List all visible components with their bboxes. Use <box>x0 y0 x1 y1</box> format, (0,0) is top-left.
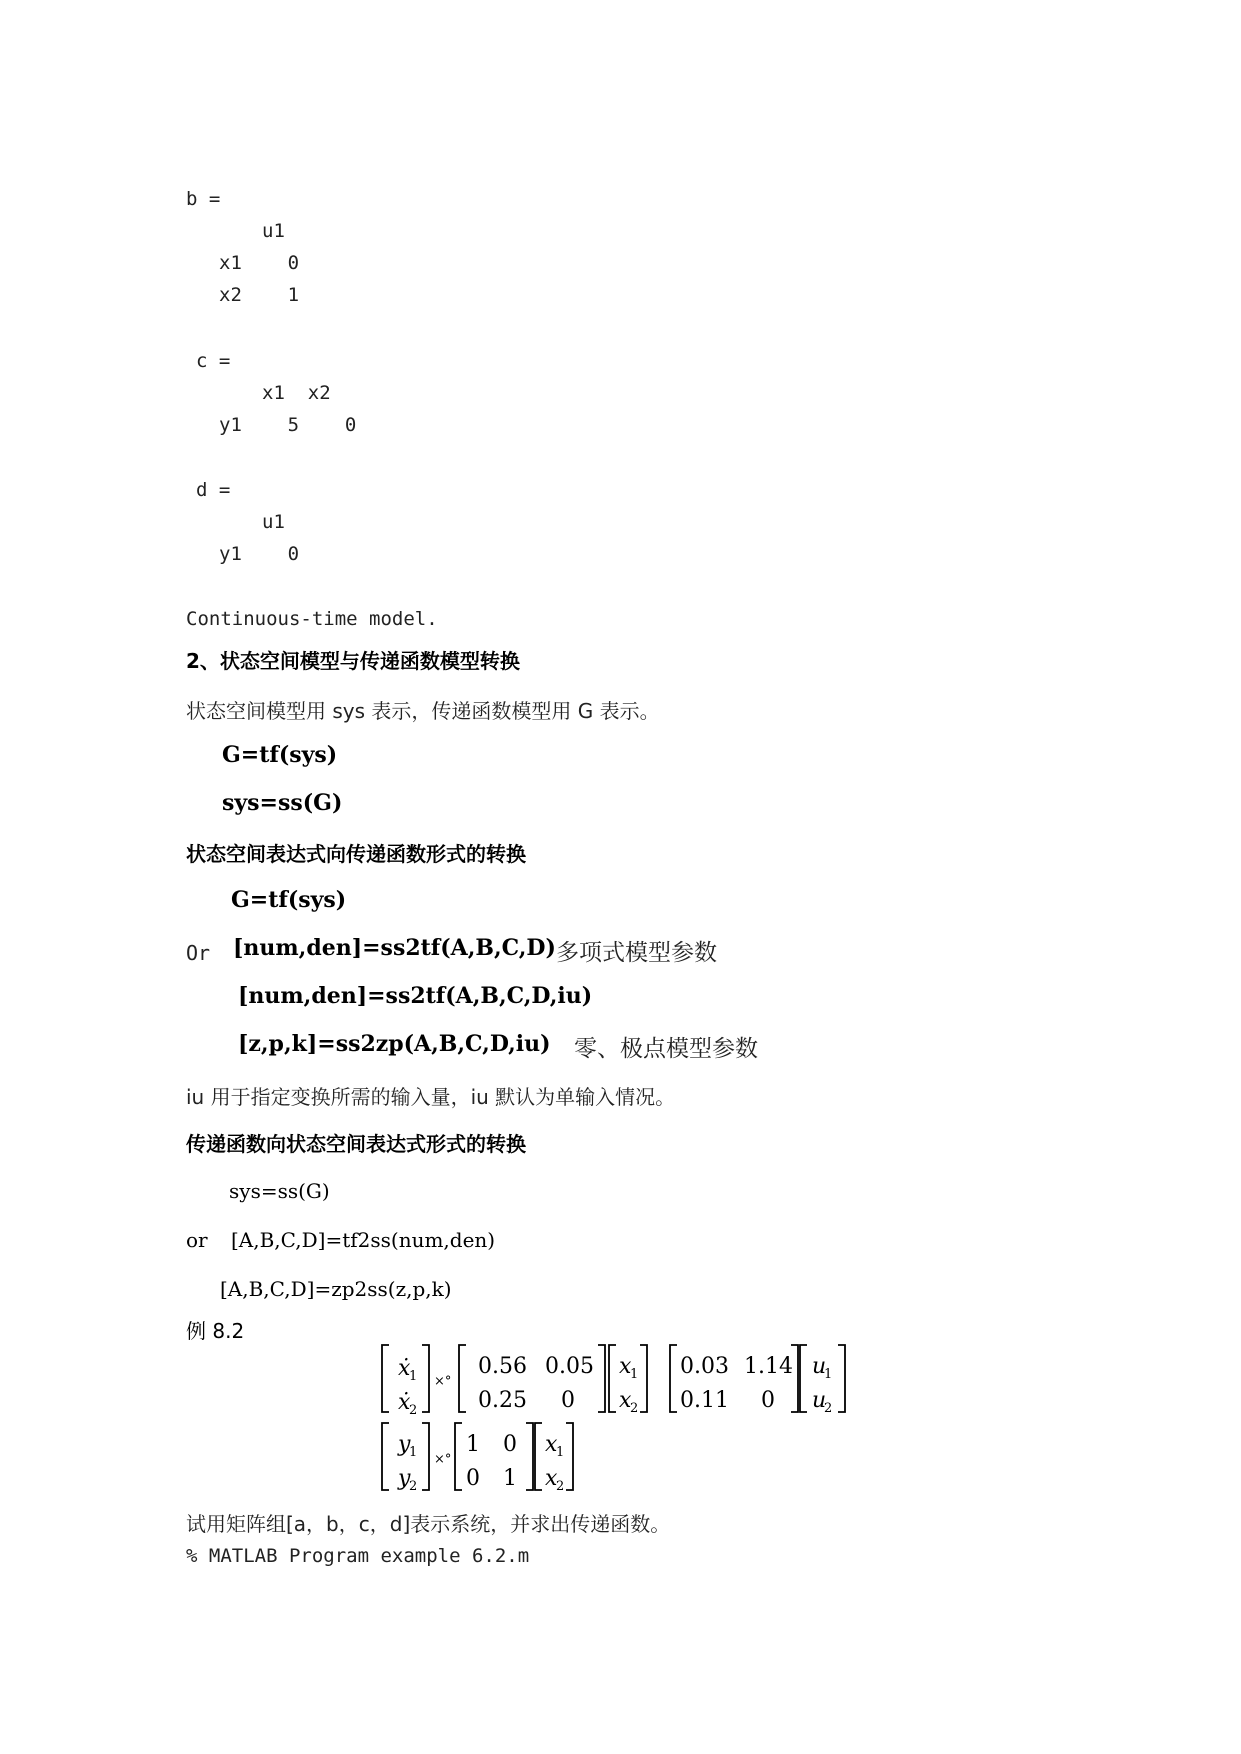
or-label-2: or <box>186 1228 208 1252</box>
u1-symbol: u <box>812 1354 827 1379</box>
x1-dot-sub: 1 <box>409 1369 418 1384</box>
cmd-ss2tf-iu: [num,den]=ss2tf(A,B,C,D,iu) <box>238 983 593 1009</box>
program-comment: % MATLAB Program example 6.2.m <box>186 1545 530 1567</box>
section-2-intro: 状态空间模型用 sys 表示，传递函数模型用 G 表示。 <box>186 699 660 723</box>
x1-sub: 1 <box>630 1367 639 1382</box>
y1-sub: 1 <box>409 1445 418 1460</box>
cmd-ss2tf: [num,den]=ss2tf(A,B,C,D) <box>233 935 556 961</box>
cmd-tf2ss: [A,B,C,D]=tf2ss(num,den) <box>231 1228 496 1252</box>
d-column-header: u1 <box>262 511 285 533</box>
u2-sub: 2 <box>824 1401 833 1416</box>
cmd-sys-ss-g: sys=ss(G) <box>229 1179 330 1203</box>
cmd-zp2ss: [A,B,C,D]=zp2ss(z,p,k) <box>220 1277 452 1301</box>
u2-symbol: u <box>812 1388 827 1413</box>
cmd-ss-g: sys=ss(G) <box>222 790 343 816</box>
b22: 0 <box>761 1388 775 1413</box>
section-2-title: 2、状态空间模型与传递函数模型转换 <box>186 649 520 673</box>
or-label-1: Or <box>186 941 211 965</box>
c-column-header: x1 x2 <box>262 382 331 404</box>
a21: 0.25 <box>478 1388 527 1413</box>
note-polynomial-params: 多项式模型参数 <box>556 940 717 966</box>
c21: 0 <box>466 1466 480 1491</box>
x1-symbol: x <box>619 1354 632 1379</box>
tf-to-ss-heading: 传递函数向状态空间表达式形式的转换 <box>186 1132 526 1156</box>
b-label: b = <box>186 188 221 210</box>
x2-dot-symbol: ẋ <box>398 1390 411 1415</box>
example-task: 试用矩阵组[a，b，c，d]表示系统，并求出传递函数。 <box>186 1512 671 1536</box>
a22: 0 <box>561 1388 575 1413</box>
c12: 0 <box>503 1432 517 1457</box>
a11: 0.56 <box>478 1354 527 1379</box>
x2-dot-sub: 2 <box>409 1403 418 1418</box>
c-row-y1: y1 5 0 <box>219 414 357 436</box>
d-label: d = <box>196 479 231 501</box>
u1-sub: 1 <box>824 1367 833 1382</box>
x1-sub-out: 1 <box>556 1445 565 1460</box>
x2-sub-out: 2 <box>556 1479 565 1494</box>
note-zero-pole-params: 零、极点模型参数 <box>574 1036 758 1062</box>
example-label: 例 8.2 <box>186 1319 245 1343</box>
b21: 0.11 <box>680 1388 729 1413</box>
x2-sub: 2 <box>630 1401 639 1416</box>
y1-symbol: y <box>398 1432 411 1457</box>
b12: 1.14 <box>744 1354 793 1379</box>
d-row-y1: y1 0 <box>219 543 300 565</box>
model-type-text: Continuous-time model. <box>186 608 438 630</box>
c-label: c = <box>196 350 231 372</box>
cmd-tf-sys: G=tf(sys) <box>222 742 338 768</box>
equals-symbol-2: ×° <box>434 1452 452 1467</box>
c22: 1 <box>503 1466 517 1491</box>
b-row-x2: x2 1 <box>219 284 300 306</box>
b-column-header: u1 <box>262 220 285 242</box>
cmd-g-tf-sys: G=tf(sys) <box>231 887 347 913</box>
ss-to-tf-heading: 状态空间表达式向传递函数形式的转换 <box>186 842 526 866</box>
a12: 0.05 <box>545 1354 594 1379</box>
state-equation <box>0 1340 1241 1500</box>
y2-sub: 2 <box>409 1479 418 1494</box>
x1-dot-symbol: ẋ <box>398 1356 411 1381</box>
b-row-x1: x1 0 <box>219 252 300 274</box>
c11: 1 <box>466 1432 480 1457</box>
cmd-ss2zp: [z,p,k]=ss2zp(A,B,C,D,iu) <box>238 1031 551 1057</box>
b11: 0.03 <box>680 1354 729 1379</box>
x2-symbol: x <box>619 1388 632 1413</box>
iu-description: iu 用于指定变换所需的输入量，iu 默认为单输入情况。 <box>186 1085 676 1109</box>
x1-symbol-out: x <box>545 1432 558 1457</box>
x2-symbol-out: x <box>545 1466 558 1491</box>
y2-symbol: y <box>398 1466 411 1491</box>
equals-symbol-1: ×° <box>434 1374 452 1389</box>
